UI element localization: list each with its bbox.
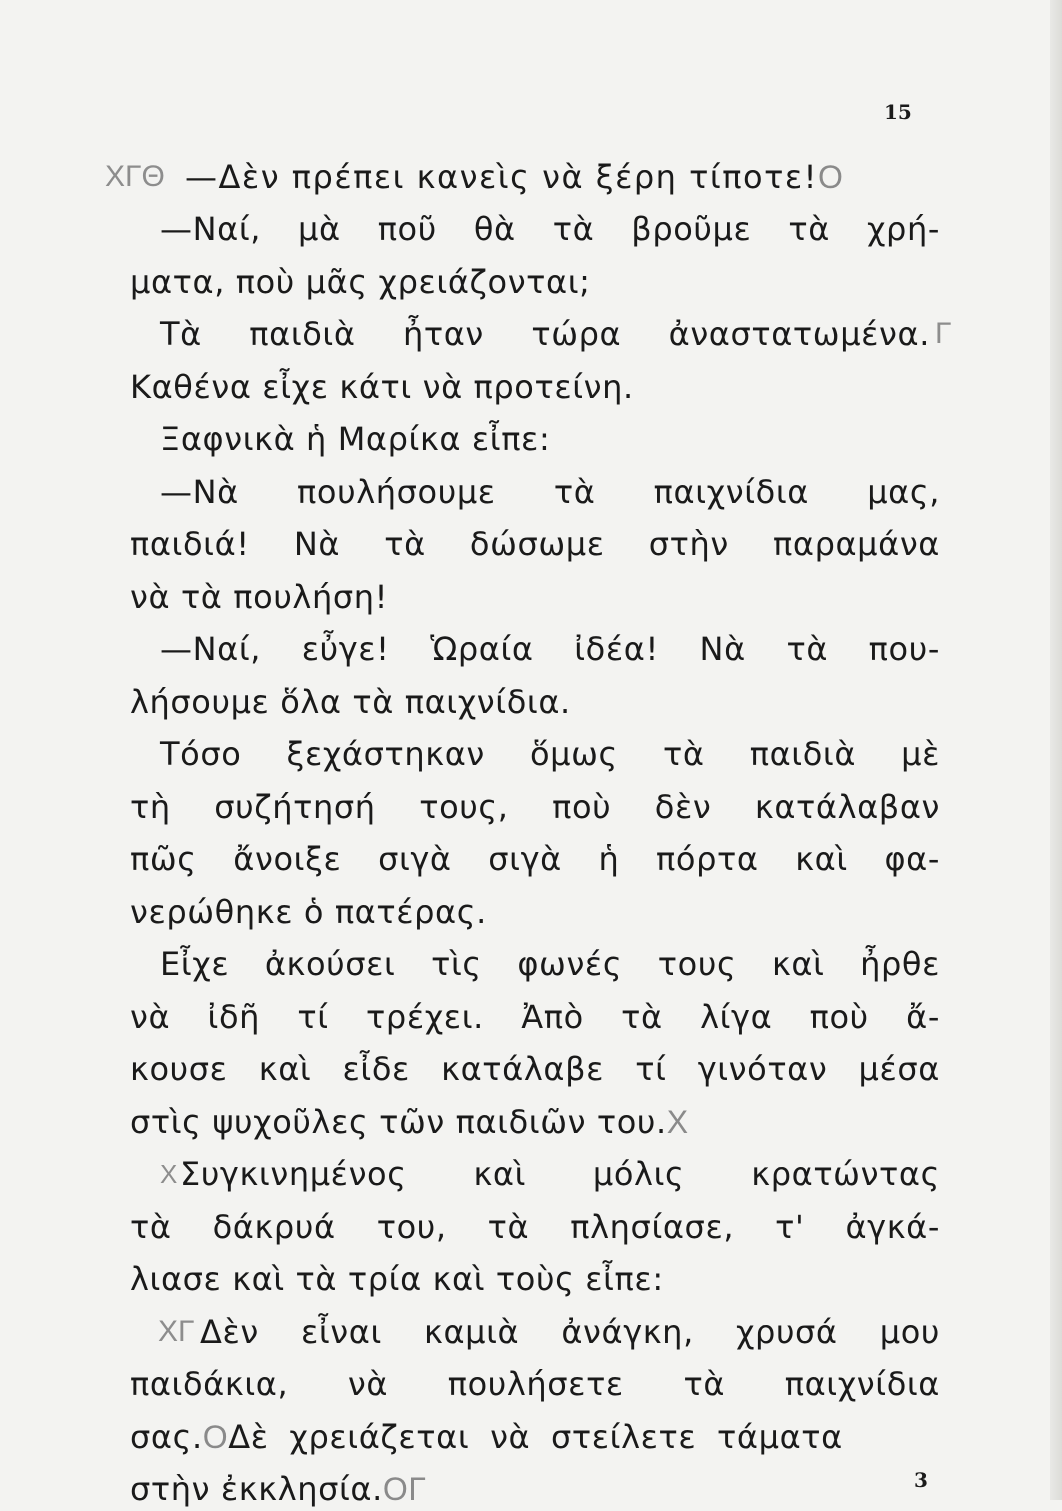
margin-annotation: X	[666, 1103, 689, 1140]
text-line: νὰ ἰδῆ τί τρέχει. Ἀπὸ τὰ λίγα ποὺ ἄ-	[130, 997, 940, 1036]
text-line: κουσε καὶ εἶδε κατάλαβε τί γινόταν μέσα	[130, 1050, 940, 1089]
margin-annotation: XΓΘ	[105, 160, 165, 193]
text-line: λήσουμε ὅλα τὰ παιχνίδια.	[130, 682, 571, 721]
page-number: 15	[884, 100, 912, 124]
text-line: Καθένα εἶχε κάτι νὰ προτείνη.	[130, 367, 634, 406]
signature-mark: 3	[914, 1468, 928, 1492]
text-line: Συγκινημένος καὶ μόλις κρατώντας	[180, 1155, 940, 1194]
text-line: —Ναί, εὖγε! Ὡραία ἰδέα! Νὰ τὰ που-	[160, 630, 940, 669]
text-line: νὰ τὰ πουλήση!	[130, 577, 389, 616]
margin-annotation: Ο	[817, 159, 845, 195]
margin-annotation: ΟΓ	[382, 1471, 427, 1508]
margin-annotation: X	[160, 1159, 178, 1190]
text-line: Ξαφνικὰ ἡ Μαρίκα εἶπε:	[160, 420, 551, 459]
margin-annotation: XΓ	[158, 1314, 195, 1348]
text-line: λιασε καὶ τὰ τρία καὶ τοὺς εἶπε:	[130, 1260, 664, 1299]
text-line: —Νὰ πουλήσουμε τὰ παιχνίδια μας,	[160, 472, 940, 511]
text-line: στὴν ἐκκλησία.ΟΓ	[130, 1470, 427, 1509]
page-edge	[1050, 0, 1062, 1500]
text-line: παιδάκια, νὰ πουλήσετε τὰ παιχνίδια	[130, 1365, 940, 1404]
text-line: Τόσο ξεχάστηκαν ὅμως τὰ παιδιὰ μὲ	[160, 735, 940, 774]
text-line: —Ναί, μὰ ποῦ θὰ τὰ βροῦμε τὰ χρή-	[160, 210, 940, 249]
text-line: παιδιά! Νὰ τὰ δώσωμε στὴν παραμάνα	[130, 525, 940, 564]
text-line: Τὰ παιδιὰ ἦταν τώρα ἀναστατωμένα.	[160, 315, 930, 354]
text-line: νερώθηκε ὁ πατέρας.	[130, 892, 487, 931]
text-line: στὶς ψυχοῦλες τῶν παιδιῶν του.X	[130, 1102, 689, 1141]
text-line: ματα, ποὺ μᾶς χρειάζονται;	[130, 262, 591, 301]
text-line: Εἶχε ἀκούσει τὶς φωνές τους καὶ ἦρθε	[160, 945, 940, 984]
text-line: σας.ΟΔὲ χρειάζεται νὰ στείλετε τάματα	[130, 1417, 843, 1456]
margin-annotation: Ο	[202, 1418, 229, 1455]
text-line: Δὲν εἶναι καμιὰ ἀνάγκη, χρυσά μου	[200, 1312, 940, 1351]
margin-annotation: Γ	[935, 317, 952, 351]
text-line: τὰ δάκρυά του, τὰ πλησίασε, τ' ἀγκά-	[130, 1207, 940, 1246]
text-line: τὴ συζήτησή τους, ποὺ δὲν κατάλαβαν	[130, 787, 940, 826]
text-line: —Δὲν πρέπει κανεὶς νὰ ξέρη τίποτε!Ο	[185, 158, 845, 196]
text-line: πῶς ἄνοιξε σιγὰ σιγὰ ἡ πόρτα καὶ φα-	[130, 840, 940, 879]
